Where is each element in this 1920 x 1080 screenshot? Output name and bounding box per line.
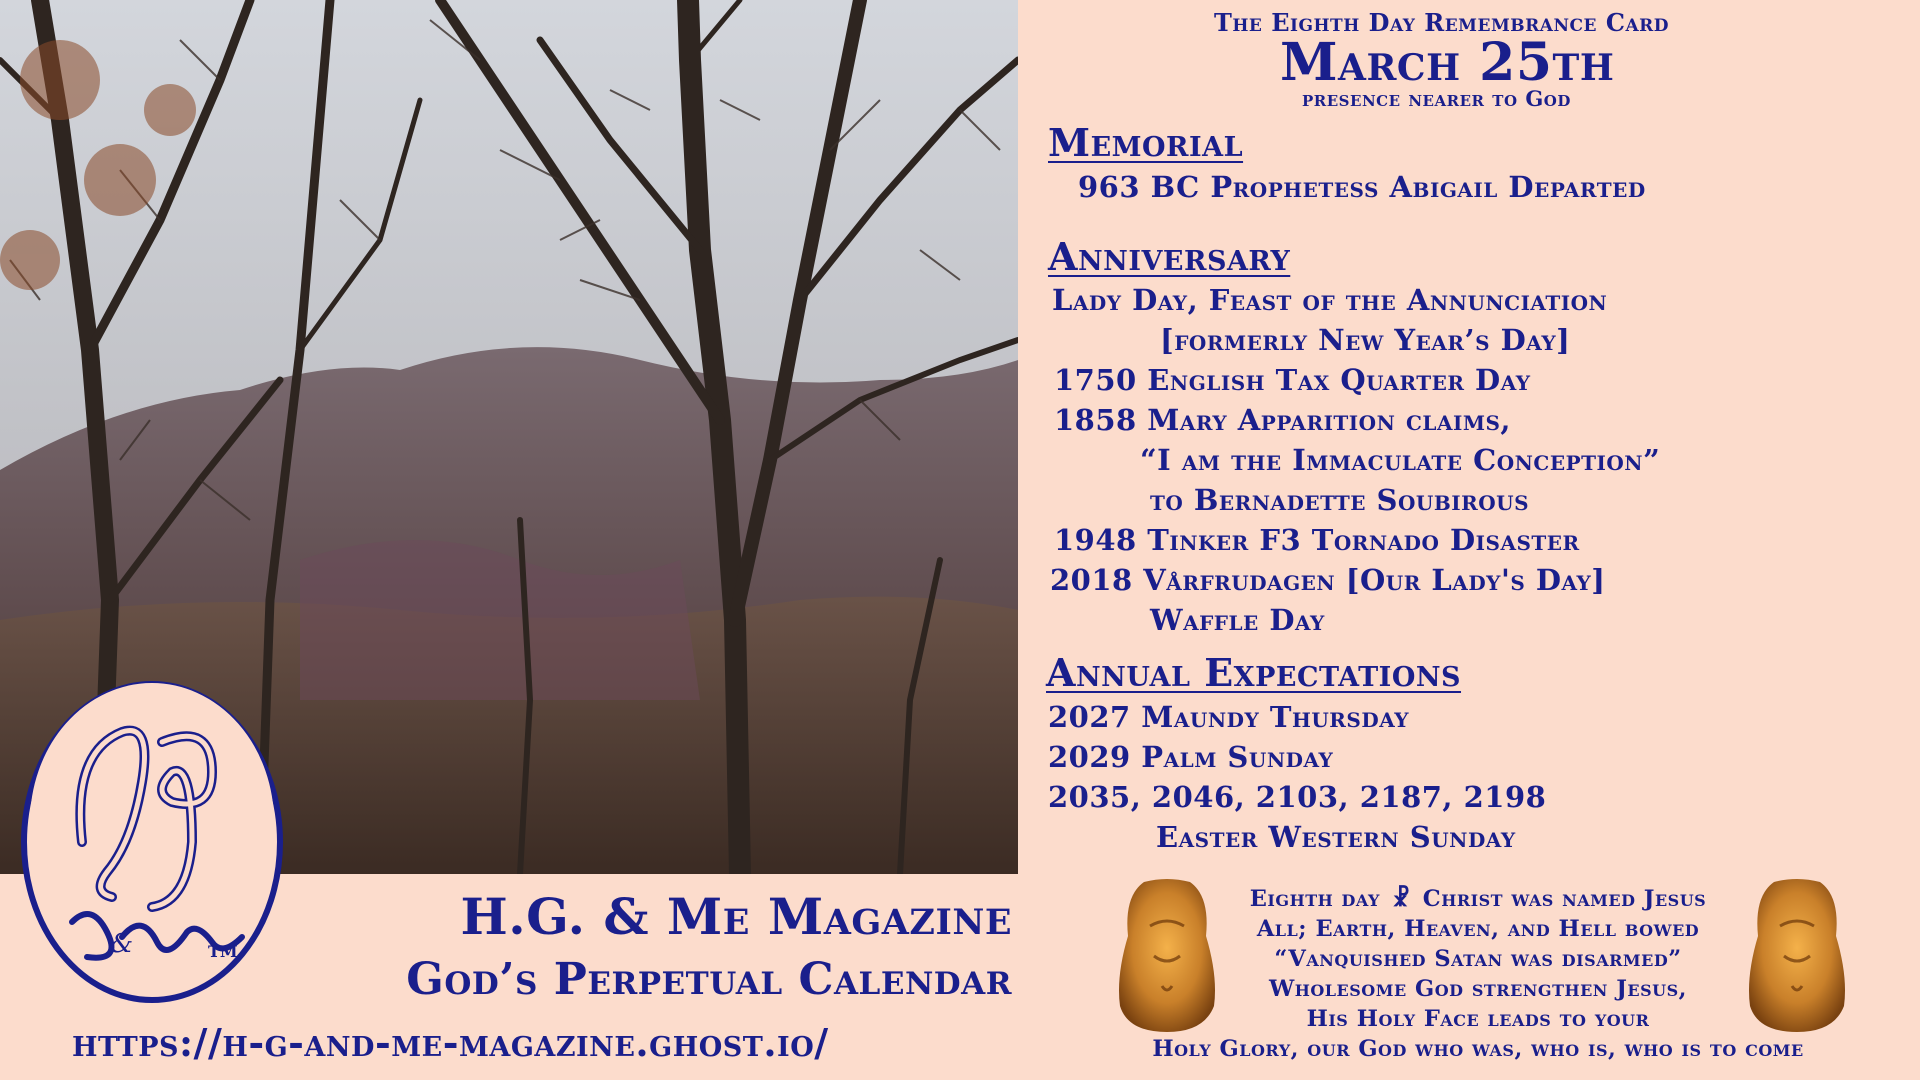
poem-line-1: [1108, 884, 1848, 914]
anniversary-entry: Waffle Day: [1150, 603, 1325, 637]
magazine-subtitle: God’s Perpetual Calendar: [406, 954, 1012, 1005]
poem-line: All; Earth, Heaven, and Hell bowed: [1256, 916, 1700, 942]
poem-line: “Vanquished Satan was disarmed”: [1274, 946, 1682, 972]
poem-line: Holy Glory, our God who was, who is, who is to come: [1152, 1036, 1804, 1062]
expectation-entry: Easter Western Sunday: [1156, 820, 1516, 854]
hg-me-logo: [12, 672, 292, 1012]
card-date: March 25th: [1280, 32, 1615, 93]
anniversary-entry: [formerly New Year’s Day]: [1160, 323, 1571, 357]
logo-ampersand: &: [110, 929, 134, 959]
magazine-title: H.G. & Me Magazine: [460, 887, 1012, 946]
anniversary-entry: to Bernadette Soubirous: [1150, 483, 1530, 517]
expectation-entry: 2027 Maundy Thursday: [1048, 700, 1409, 734]
poem-line-1-start: Eighth day: [1249, 886, 1380, 912]
remembrance-card: [1018, 0, 1920, 1080]
poem-block: [1108, 884, 1848, 1064]
expectations-heading: Annual Expectations: [1046, 650, 1462, 695]
expectation-entry: 2035, 2046, 2103, 2187, 2198: [1048, 780, 1547, 814]
memorial-heading: Memorial: [1048, 120, 1244, 165]
anniversary-entry: “I am the Immaculate Conception”: [1140, 443, 1661, 477]
expectation-entry: 2029 Palm Sunday: [1048, 740, 1334, 774]
card-label: The Eighth Day Remembrance Card: [1214, 8, 1670, 37]
poem-line-1-end: Christ was named Jesus: [1422, 886, 1707, 912]
magazine-url[interactable]: https://h-g-and-me-magazine.ghost.io/: [72, 1020, 829, 1065]
anniversary-entry: 1858 Mary Apparition claims,: [1054, 403, 1511, 437]
chi-rho-icon: ☧: [1392, 886, 1411, 912]
anniversary-entry: Lady Day, Feast of the Annunciation: [1052, 283, 1608, 317]
memorial-entry: 963 BC Prophetess Abigail Departed: [1078, 170, 1646, 204]
anniversary-heading: Anniversary: [1048, 234, 1291, 279]
poem-line: Wholesome God strengthen Jesus,: [1268, 976, 1688, 1002]
anniversary-entry: 1948 Tinker F3 Tornado Disaster: [1054, 523, 1580, 557]
poem-line: His Holy Face leads to your: [1306, 1006, 1650, 1032]
logo-trademark: TM: [208, 942, 238, 961]
anniversary-entry: 2018 Vårfrudagen [Our Lady's Day]: [1050, 563, 1606, 597]
anniversary-entry: 1750 English Tax Quarter Day: [1054, 363, 1531, 397]
card-tagline: presence nearer to God: [1302, 86, 1571, 111]
